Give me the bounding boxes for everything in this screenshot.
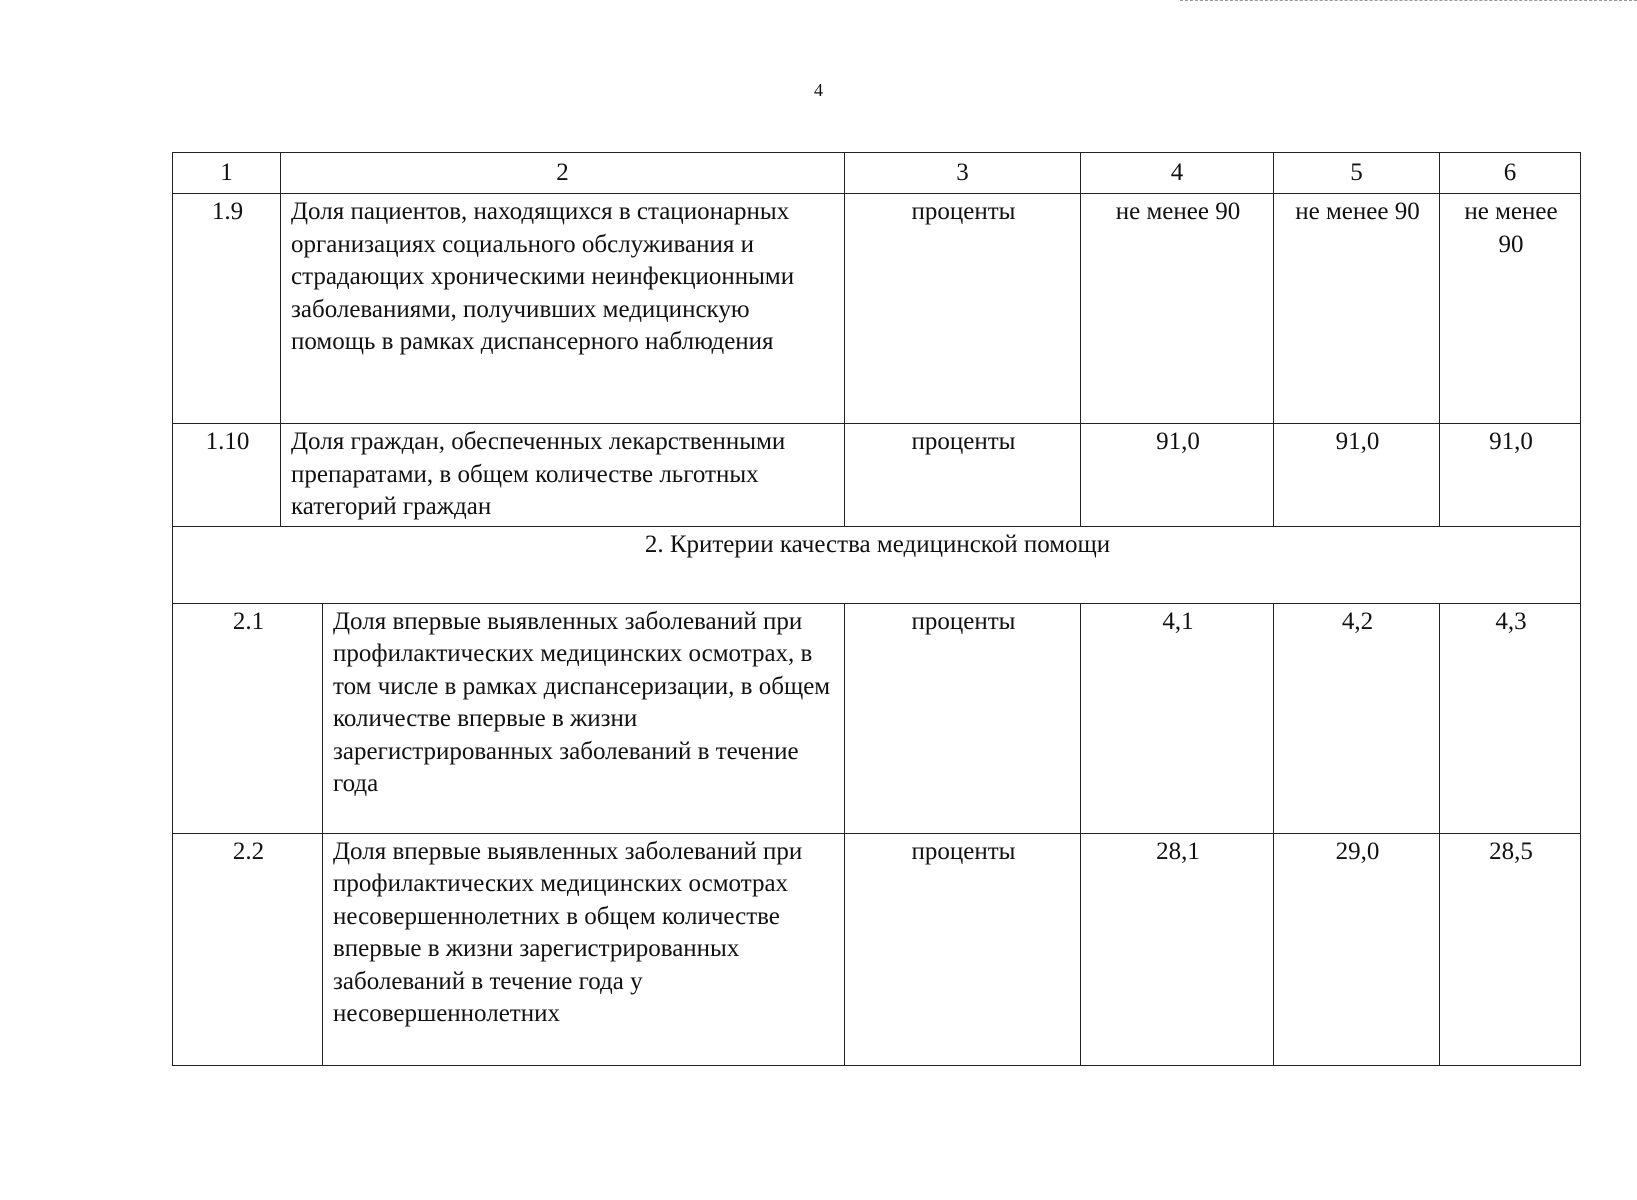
section-header-row [173, 526, 1581, 603]
row-description: Доля впервые выявленных заболеваний при профилактических медицинских осмотрах несовершеннолетних в общем количестве впервые в жизни зарегистрированных заболеваний в течение года у несовершеннолетних [323, 833, 845, 1065]
row-value-4: не менее 90 [1081, 194, 1274, 424]
row-value-6: не менее 90 [1440, 194, 1581, 424]
row-value-4: 28,1 [1081, 833, 1274, 1065]
table-header-row [173, 153, 1581, 194]
row-value-5: 29,0 [1274, 833, 1440, 1065]
page-number: 4 [814, 80, 823, 100]
table-row [173, 833, 1581, 1065]
criteria-table [172, 152, 1581, 1066]
row-unit: проценты [845, 833, 1081, 1065]
row-unit: проценты [845, 424, 1081, 527]
row-unit: проценты [845, 603, 1081, 833]
row-value-6: 28,5 [1440, 833, 1581, 1065]
row-number: 1.10 [173, 424, 281, 527]
scan-edge-rule [1180, 0, 1637, 2]
row-number: 2.2 [173, 833, 323, 1065]
row-value-6: 4,3 [1440, 603, 1581, 833]
table-row [173, 194, 1581, 424]
header-cell: 4 [1081, 153, 1274, 194]
row-value-5: 91,0 [1274, 424, 1440, 527]
row-value-5: не менее 90 [1274, 194, 1440, 424]
header-cell: 5 [1274, 153, 1440, 194]
row-value-4: 91,0 [1081, 424, 1274, 527]
row-description: Доля граждан, обеспеченных лекарственными препаратами, в общем количестве льготных категорий граждан [281, 424, 845, 527]
row-unit: проценты [845, 194, 1081, 424]
row-number: 2.1 [173, 603, 323, 833]
row-value-5: 4,2 [1274, 603, 1440, 833]
header-cell: 3 [845, 153, 1081, 194]
table-row [173, 603, 1581, 833]
header-cell: 1 [173, 153, 281, 194]
row-value-4: 4,1 [1081, 603, 1274, 833]
header-cell: 6 [1440, 153, 1581, 194]
row-value-6: 91,0 [1440, 424, 1581, 527]
row-number: 1.9 [173, 194, 281, 424]
header-cell: 2 [281, 153, 845, 194]
row-description: Доля пациентов, находящихся в стационарных организациях социального обслуживания и страдающих хроническими неинфекционными заболеваниями, получивших медицинскую помощь в рамках диспансерного наблюдения [281, 194, 845, 424]
table-row [173, 424, 1581, 527]
row-description: Доля впервые выявленных заболеваний при профилактических медицинских осмотрах, в том числе в рамках диспансеризации, в общем количестве впервые в жизни зарегистрированных заболеваний в течение года [323, 603, 845, 833]
section-title: 2. Критерии качества медицинской помощи [173, 526, 1581, 603]
